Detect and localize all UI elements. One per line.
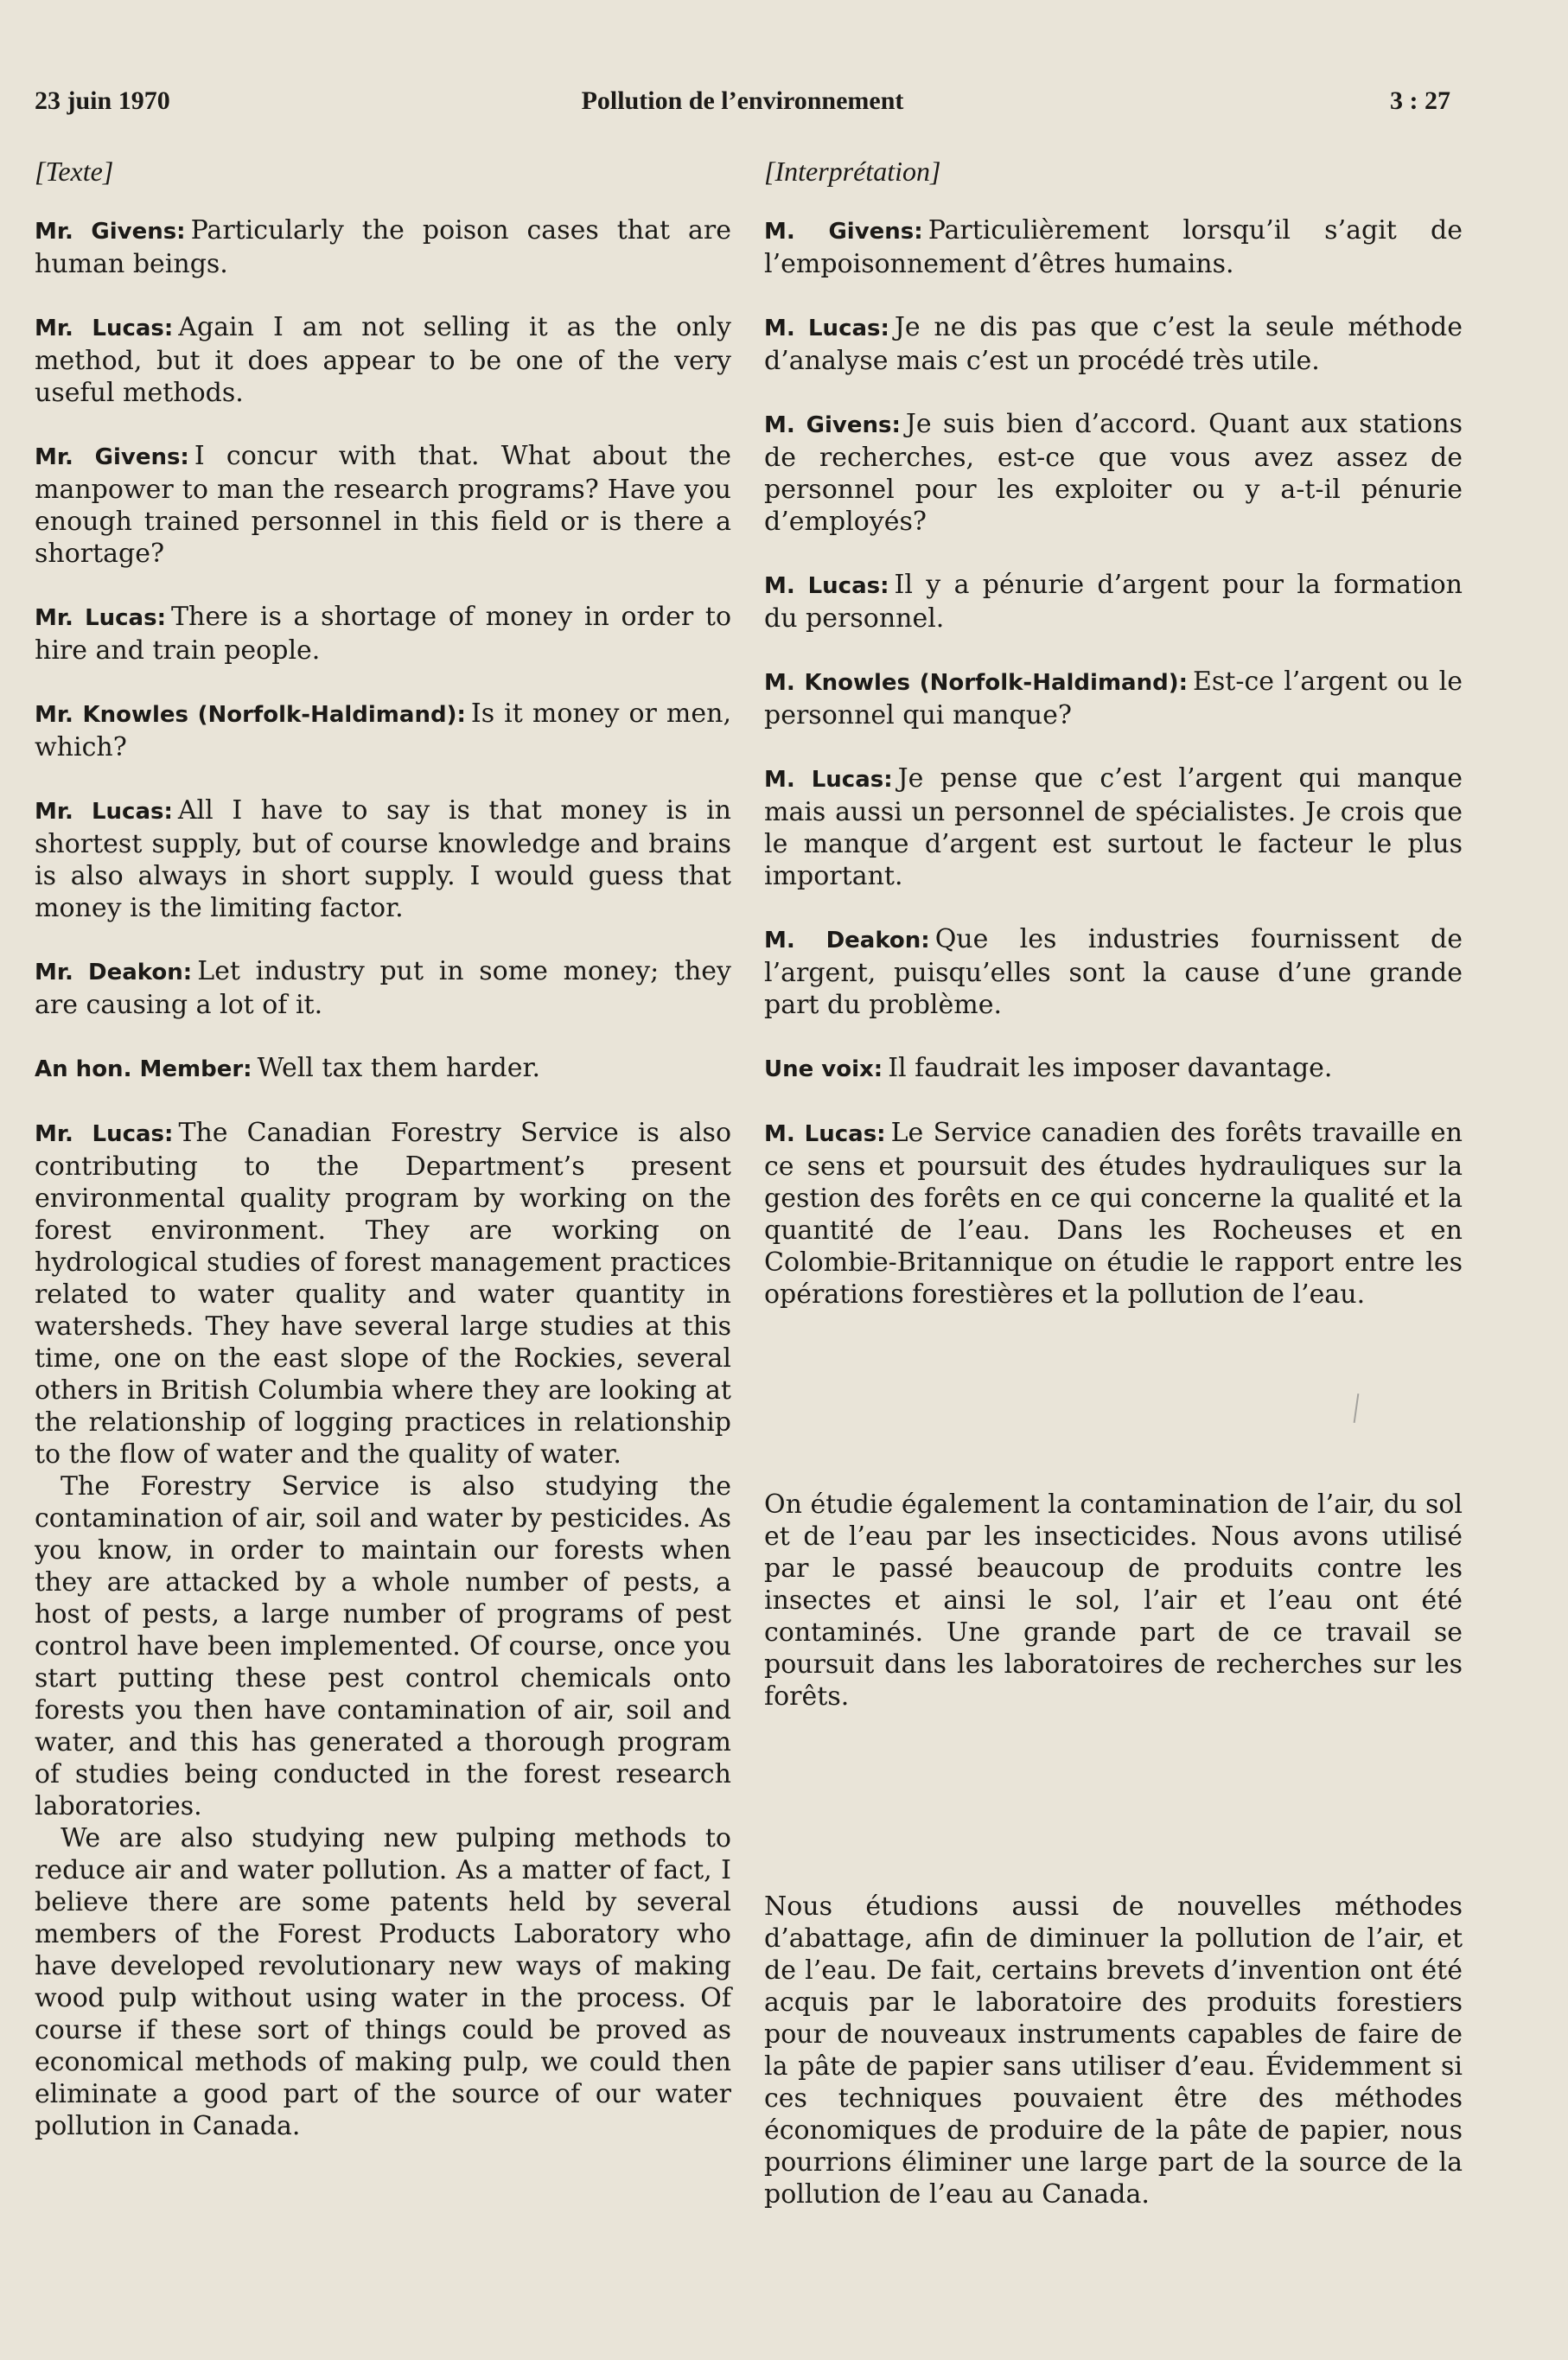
column-spacer [764,1744,1463,1891]
speaker-name: M. Lucas: [764,573,889,599]
french-column-label: [Interprétation] [764,156,941,187]
speaker-name: Mr. Knowles (Norfolk-Haldimand): [35,702,466,728]
speech-text: The Canadian Forestry Service is also contributing to the Department’s present environmental quality program by working on the forest environment. They are working on hydrological studies of forest management practices related to water quality and water quantity in watersheds. They have several large studies at this time, one on the east slope of the Rockies, several others in British Columbia where they are looking at the relationship of logging practices in relationship to the flow of water and the quality of water. [35,1118,732,1470]
speaker-name: Mr. Lucas: [35,799,173,825]
continuation-paragraph: On étudie également la contamination de l’air, du sol et de l’eau par les insecticides. Nous avons utilisé par le passé beaucoup de produits contre les insectes et ainsi le sol, l’air et l’eau ont été contaminés. Une grande part de ce travail se poursuit dans les laboratoires de recherches sur les forêts. [764,1489,1463,1712]
speech-text: There is a shortage of money in order to hire and train people. [35,602,732,666]
transcript-paragraph [764,408,1463,538]
speech-text: Let industry put in some money; they are causing a lot of it. [35,956,731,1020]
transcript-paragraph [35,955,731,1021]
speaker-name: Mr. Deakon: [35,960,193,985]
speaker-name: Mr. Lucas: [35,605,166,631]
header-title: Pollution de l’environnement [581,86,904,115]
speaker-name: M. Givens: [764,412,901,438]
transcript-paragraph [35,698,731,763]
speech-text: Il faudrait les imposer davantage. [888,1053,1333,1083]
transcript-paragraph [35,1117,731,1470]
column-spacer [764,1342,1463,1489]
speech-text: Est-ce l’argent ou le personnel qui manque? [764,667,1463,730]
speech-text: Particularly the poison cases that are human beings. [35,215,732,279]
speaker-name: M. Givens: [764,219,923,245]
transcript-paragraph [35,1052,731,1086]
speech-text: All I have to say is that money is in shortest supply, but of course knowledge and brains is also always in short supply. I would guess that money is the limiting factor. [35,795,731,923]
speech-text: I concur with that. What about the manpower to man the research programs? Have you enough trained personnel in this field or is there a shortage? [35,441,731,569]
speaker-name: Mr. Givens: [35,219,186,245]
speech-text: Le Service canadien des forêts travaille en ce sens et poursuit des études hydrauliques sur la gestion des forêts en ce qui concerne la qualité et la quantité de l’eau. Dans les Rocheuses et en Colombie-Britannique on étudie le rapport entre les opérations forestières et la pollution de l’eau. [764,1118,1463,1310]
transcript-paragraph [764,569,1463,635]
transcript-paragraph [764,1117,1463,1311]
transcript-paragraph [764,1052,1463,1086]
speaker-name: Mr. Lucas: [35,316,174,341]
speech-text: Il y a pénurie d’argent pour la formation du personnel. [764,570,1463,634]
speaker-name: An hon. Member: [35,1056,252,1082]
continuation-paragraph: We are also studying new pulping methods to reduce air and water pollution. As a matter of fact, I believe there are some patents held by several members of the Forest Products Laboratory who have developed revolutionary new ways of making wood pulp without using water in the process. Of course if these sort of things could be proved as economical methods of making pulp, we could then eliminate a good part of the source of our water pollution in Canada. [35,1823,731,2141]
speaker-name: Mr. Lucas: [35,1121,174,1147]
speech-text: Que les industries fournissent de l’argent, puisqu’elles sont la cause d’une grande part du problème. [764,924,1463,1020]
transcript-paragraph [764,923,1463,1021]
english-column-label: [Texte] [35,156,114,187]
transcript-paragraph [35,214,731,280]
french-column [764,156,1463,2242]
page-header [35,86,1450,124]
speaker-name: M. Lucas: [764,1121,886,1147]
speech-text: Je suis bien d’accord. Quant aux stations de recherches, est-ce que vous avez assez de personnel pour les exploiter ou y a-t-il pénurie d’employés? [764,409,1463,537]
transcript-paragraph [764,214,1463,280]
continuation-paragraph: The Forestry Service is also studying the contamination of air, soil and water by pesticides. As you know, in order to maintain our forests when they are attacked by a whole number of pests, a host of pests, a large number of programs of pest control have been implemented. Of course, once you start putting these pest control chemicals onto forests you then have contamination of air, soil and water, and this has generated a thorough program of studies being conducted in the forest research laboratories. [35,1471,731,1821]
transcript-paragraph [35,440,731,570]
continuation-paragraph: Nous étudions aussi de nouvelles méthodes d’abattage, afin de diminuer la pollution de l’air, et de l’eau. De fait, certains brevets d’invention ont été acquis par le laboratoire des produits forestiers pour de nouveaux instruments capables de faire de la pâte de papier sans utiliser d’eau. Évidemment si ces techniques pouvaient être des méthodes économiques de produire de la pâte de papier, nous pourrions éliminer une large part de la source de la pollution de l’eau au Canada. [764,1891,1463,2210]
speaker-name: Mr. Givens: [35,444,189,470]
transcript-paragraph [35,311,731,409]
transcript-paragraph [764,762,1463,892]
speaker-name: M. Deakon: [764,928,930,954]
speech-text: Particulièrement lorsqu’il s’agit de l’empoisonnement d’êtres humains. [764,215,1463,279]
transcript-paragraph [35,794,731,924]
speech-text: Je pense que c’est l’argent qui manque mais aussi un personnel de spécialistes. Je crois que le manque d’argent est surtout le facteur le plus important. [764,763,1463,891]
english-column [35,156,731,2142]
transcript-paragraph [764,666,1463,731]
header-date: 23 juin 1970 [35,86,170,115]
header-page-ref: 3 : 27 [1390,86,1450,115]
transcript-paragraph [764,311,1463,377]
speech-text: Well tax them harder. [257,1053,541,1083]
speaker-name: Une voix: [764,1056,883,1082]
speaker-name: M. Knowles (Norfolk-Haldimand): [764,670,1188,696]
speech-text: Again I am not selling it as the only method, but it does appear to be one of the very useful methods. [35,312,732,408]
speech-text: Is it money or men, which? [35,698,731,762]
transcript-paragraph [35,601,731,667]
speaker-name: M. Lucas: [764,767,893,793]
speaker-name: M. Lucas: [764,316,889,341]
speech-text: Je ne dis pas que c’est la seule méthode d’analyse mais c’est un procédé très utile. [764,312,1463,376]
